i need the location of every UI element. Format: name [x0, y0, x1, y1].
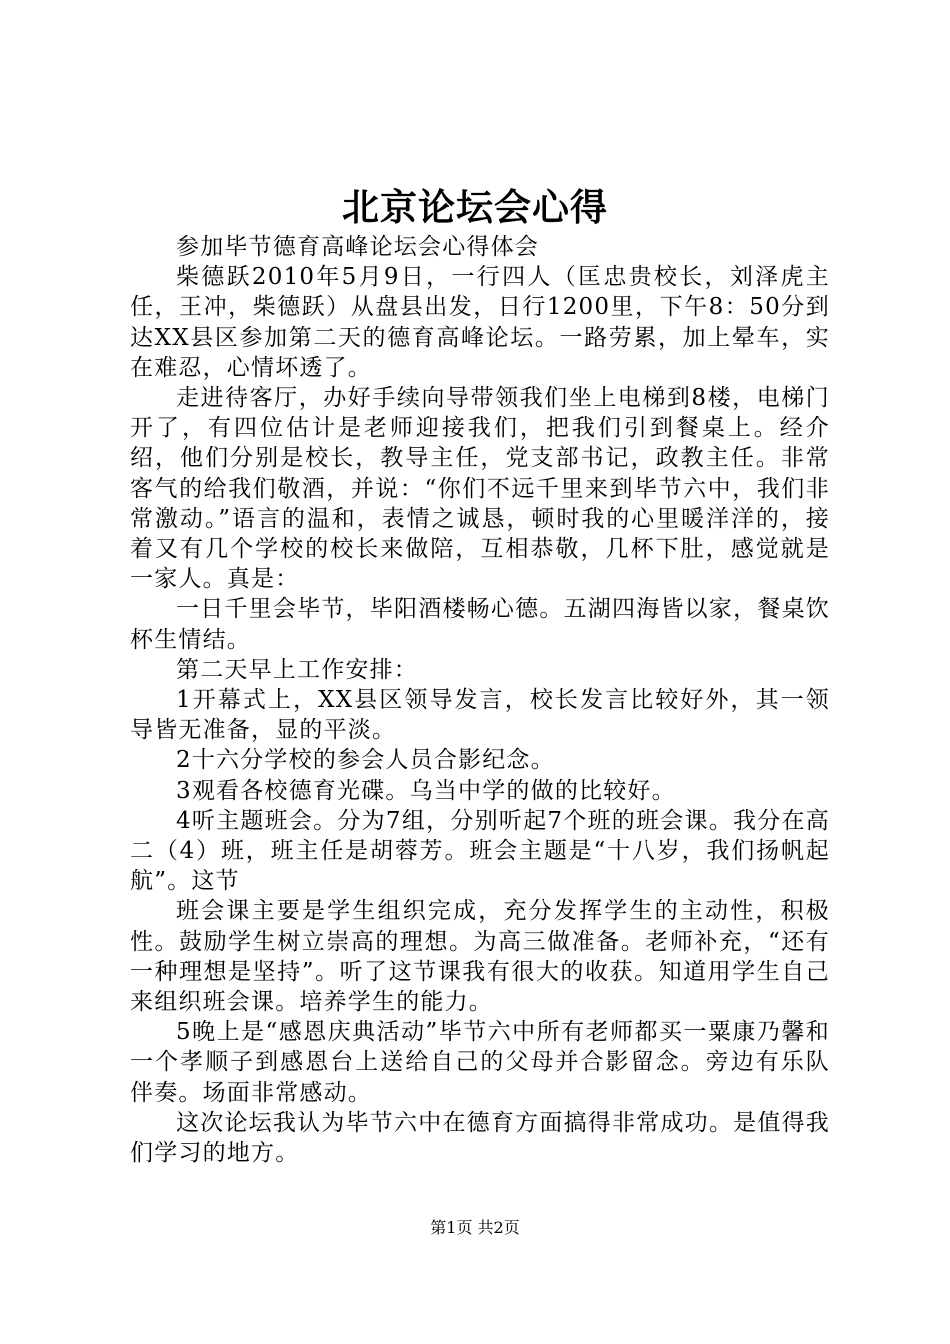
- list-item: 5晚上是“感恩庆典活动”毕节六中所有老师都买一粟康乃馨和一个孝顺子到感恩台上送给自己的父母并合影留念。旁边有乐队伴奏。场面非常感动。: [130, 1019, 830, 1106]
- paragraph: 柴德跃2010年5月9日，一行四人（匡忠贵校长，刘泽虎主任，王冲，柴德跃）从盘县出发，日行1200里，下午8：50分到达XX县区参加第二天的德育高峰论坛。一路劳累，加上晕车，实在难忍，心情坏透了。: [130, 264, 830, 381]
- paragraph: 走进待客厅，办好手续向导带领我们坐上电梯到8楼，电梯门开了，有四位估计是老师迎接我们，把我们引到餐桌上。经介绍，他们分别是校长，教导主任，党支部书记，政教主任。非常客气的给我们敬酒，并说：“你们不远千里来到毕节六中，我们非常激动。”语言的温和，表情之诚恳，顿时我的心里暖洋洋的，接着又有几个学校的校长来做陪，互相恭敬，几杯下肚，感觉就是一家人。真是：: [130, 385, 830, 593]
- paragraph: 第二天早上工作安排：: [176, 656, 418, 683]
- paragraph: 班会课主要是学生组织完成，充分发挥学生的主动性，积极性。鼓励学生树立崇高的理想。为高三做准备。老师补充，“还有一种理想是坚持”。听了这节课我有很大的收获。知道用学生自己来组织班会课。培养学生的能力。: [130, 898, 830, 1016]
- list-item: 1开幕式上，XX县区领导发言，校长发言比较好外，其一领导皆无准备，显的平淡。: [130, 687, 830, 744]
- list-item: 2十六分学校的参会人员合影纪念。: [176, 747, 555, 774]
- paragraph-subtitle: 参加毕节德育高峰论坛会心得体会: [176, 234, 539, 260]
- list-item: 3观看各校德育光碟。乌当中学的做的比较好。: [176, 777, 676, 804]
- paragraph-poem: 一日千里会毕节，毕阳酒楼畅心德。五湖四海皆以家，餐桌饮杯生情结。: [130, 596, 830, 653]
- page-number-footer: 第1页 共2页: [430, 1218, 520, 1237]
- list-item: 4听主题班会。分为7组，分别听起7个班的班会课。我分在高二（4）班，班主任是胡蓉芳。班会主题是“十八岁，我们扬帆起航”。这节: [130, 807, 830, 895]
- document-body: [130, 232, 830, 1168]
- page-title: 北京论坛会心得: [342, 185, 608, 229]
- paragraph: 这次论坛我认为毕节六中在德育方面搞得非常成功。是值得我们学习的地方。: [130, 1109, 830, 1167]
